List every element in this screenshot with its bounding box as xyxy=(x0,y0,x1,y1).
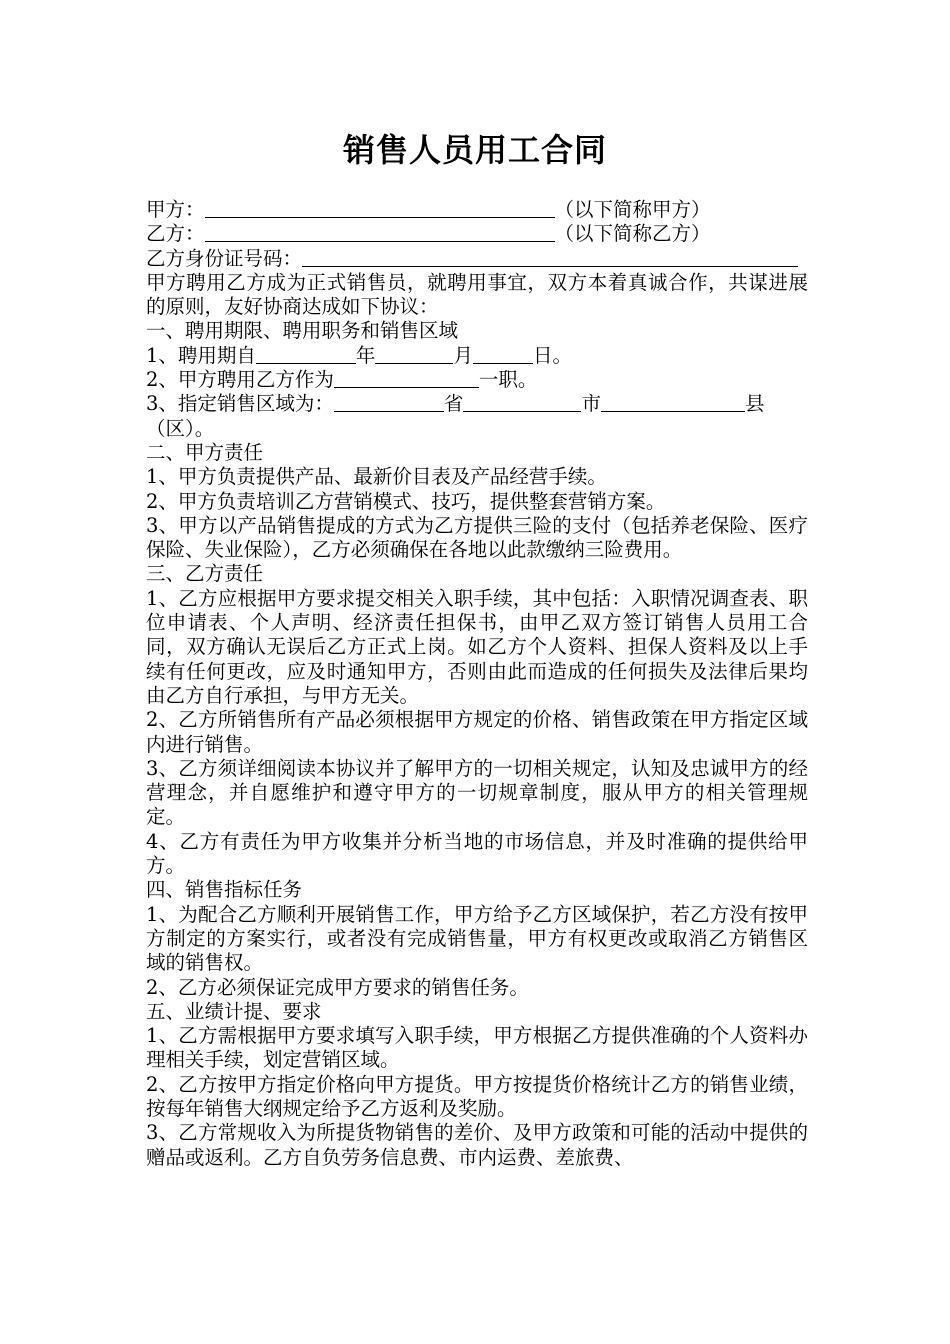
section-4-heading: 四、销售指标任务 xyxy=(146,878,303,902)
s5-item-3: 3、乙方常规收入为所提货物销售的差价、及甲方政策和可能的活动中提供的赠品或返利。乙方自负劳务信息费、市内运费、差旅费、 xyxy=(146,1121,808,1169)
party-a-suffix: （以下简称甲方） xyxy=(554,198,711,221)
contract-body xyxy=(146,198,808,1170)
party-b-blank xyxy=(205,222,555,242)
section-5-heading: 五、业绩计提、要求 xyxy=(146,999,322,1023)
s3-item-2: 2、乙方所销售所有产品必须根据甲方规定的价格、销售政策在甲方指定区域内进行销售。 xyxy=(146,708,808,756)
s3-item-1: 1、乙方应根据甲方要求提交相关入职手续，其中包括：入职情况调查表、职位申请表、个人声明、经济责任担保书，由甲乙双方签订销售人员用工合同，双方确认无误后乙方正式上岗。如乙方个人资料、担保人资料及以上手续有任何更改，应及时通知甲方，否则由此而造成的任何损失及法律后果均由乙方自行承担，与甲方无关。 xyxy=(146,586,808,707)
s1-item-2-text-a: 2、甲方聘用乙方作为 xyxy=(146,368,334,392)
s1-item-3-cont: （区）。 xyxy=(146,416,215,440)
id-label: 乙方身份证号码： xyxy=(146,246,303,270)
section-3-heading: 三、乙方责任 xyxy=(146,562,264,586)
province-blank xyxy=(334,392,444,412)
party-a-blank xyxy=(205,198,555,218)
s1-item-2-text-b: 一职。 xyxy=(478,368,538,392)
s1-item-1-text-b: 年 xyxy=(355,343,376,367)
s1-item-1 xyxy=(146,344,808,368)
s1-item-3-text-a: 3、指定销售区域为： xyxy=(146,392,334,416)
id-line xyxy=(146,247,808,271)
s1-item-3-text-c: 市 xyxy=(581,392,601,416)
s2-item-2: 2、甲方负责培训乙方营销模式、技巧，提供整套营销方案。 xyxy=(146,489,666,513)
party-a-line xyxy=(146,198,808,222)
party-a-label: 甲方： xyxy=(146,198,205,221)
s2-item-3: 3、甲方以产品销售提成的方式为乙方提供三险的支付（包括养老保险、医疗保险、失业保险），乙方必须确保在各地以此款缴纳三险费用。 xyxy=(146,513,808,562)
position-blank xyxy=(334,368,479,388)
city-blank xyxy=(463,392,581,412)
id-blank xyxy=(302,247,798,267)
section-2-heading: 二、甲方责任 xyxy=(146,440,264,464)
party-b-suffix: （以下简称乙方） xyxy=(554,222,711,246)
s3-item-4: 4、乙方有责任为甲方收集并分析当地的市场信息，并及时准确的提供给甲方。 xyxy=(146,829,808,878)
section-1-heading: 一、聘用期限、聘用职务和销售区域 xyxy=(146,319,459,343)
start-day-blank xyxy=(473,344,533,364)
s1-item-1-text-c: 月 xyxy=(453,343,473,367)
s1-item-3-text-d: 县 xyxy=(744,392,765,416)
s5-item-1: 1、乙方需根据甲方要求填写入职手续，甲方根据乙方提供准确的个人资料办理相关手续，划定营销区域。 xyxy=(146,1024,808,1072)
s2-item-1: 1、甲方负责提供产品、最新价目表及产品经营手续。 xyxy=(146,465,607,489)
county-blank xyxy=(601,392,745,412)
start-year-blank xyxy=(256,344,356,364)
s1-item-1-text-d: 日。 xyxy=(532,343,572,367)
s1-item-1-text-a: 1、聘用期自 xyxy=(146,343,256,367)
intro-paragraph: 甲方聘用乙方成为正式销售员，就聘用事宜，双方本着真诚合作，共谋进展的原则，友好协商达成如下协议： xyxy=(146,270,808,319)
s5-item-2: 2、乙方按甲方指定价格向甲方提货。甲方按提货价格统计乙方的销售业绩，按每年销售大纲规定给予乙方返利及奖励。 xyxy=(146,1072,808,1120)
s4-item-1: 1、为配合乙方顺利开展销售工作，甲方给予乙方区域保护，若乙方没有按甲方制定的方案实行，或者没有完成销售量，甲方有权更改或取消乙方销售区域的销售权。 xyxy=(146,902,808,975)
s3-item-3: 3、乙方须详细阅读本协议并了解甲方的一切相关规定，认知及忠诚甲方的经营理念，并自愿维护和遵守甲方的一切规章制度，服从甲方的相关管理规定。 xyxy=(146,756,808,829)
s1-item-3-text-b: 省 xyxy=(443,392,464,416)
party-b-line xyxy=(146,222,808,246)
s1-item-3 xyxy=(146,392,808,416)
s1-item-2 xyxy=(146,368,808,392)
s4-item-2: 2、乙方必须保证完成甲方要求的销售任务。 xyxy=(146,975,529,999)
start-month-blank xyxy=(375,344,453,364)
party-b-label: 乙方： xyxy=(146,222,205,246)
page-title: 销售人员用工合同 xyxy=(342,131,607,169)
